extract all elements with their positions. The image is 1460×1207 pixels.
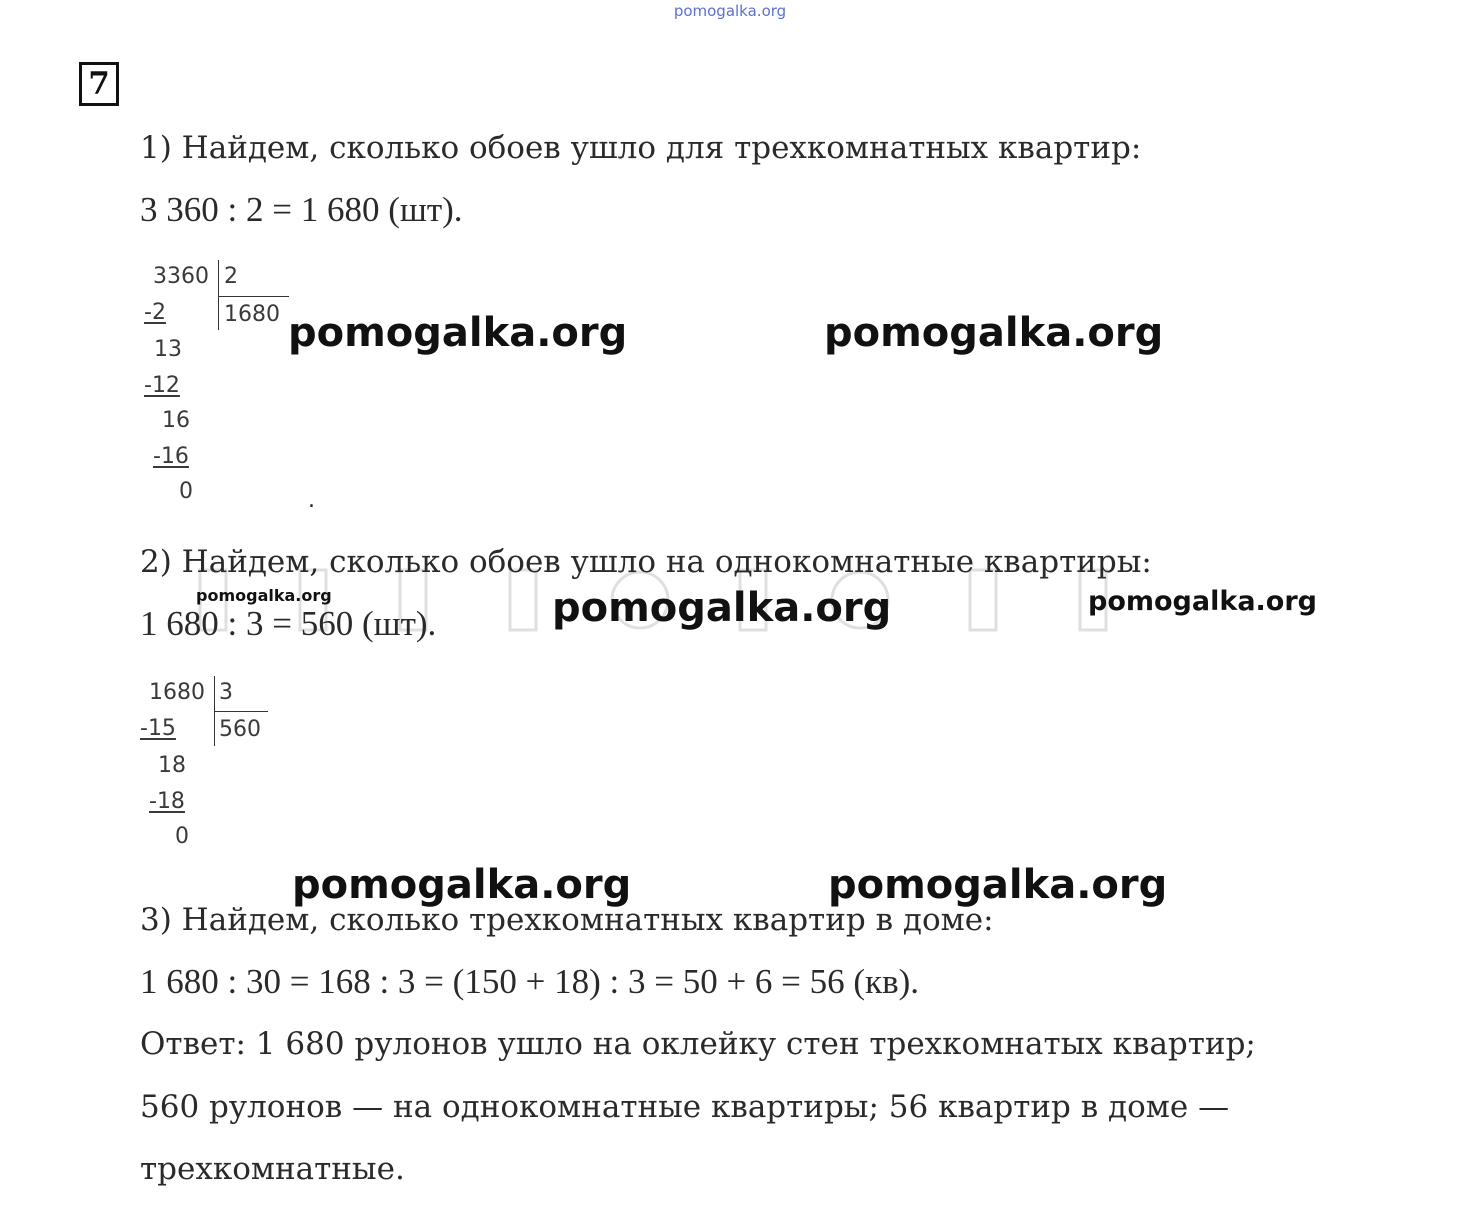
step-3-text: 3) Найдем, сколько трехкомнатных квартир в доме: <box>140 902 994 938</box>
division-2-row: 0 <box>175 824 189 849</box>
watermark: pomogalka.org <box>828 862 1168 908</box>
division-1-horizontal-line <box>218 296 289 297</box>
division-2-divisor: 3 <box>219 680 233 705</box>
division-2-row: -15 <box>140 716 176 741</box>
watermark: pomogalka.org <box>1088 586 1317 617</box>
division-1-row: -16 <box>153 444 189 469</box>
division-2-horizontal-line <box>214 711 268 712</box>
division-1-row: -2 <box>144 300 166 325</box>
watermark: pomogalka.org <box>824 310 1164 356</box>
step-2-text: 2) Найдем, сколько обоев ушло на однокомнатные квартиры: <box>140 544 1152 580</box>
answer-line-1: Ответ: 1 680 рулонов ушло на оклейку стен трехкомнатых квартир; <box>140 1026 1256 1062</box>
header-watermark: pomogalka.org <box>673 2 787 20</box>
step-2-formula: 1 680 : 3 = 560 (шт). <box>140 604 437 643</box>
watermark: pomogalka.org <box>292 862 632 908</box>
division-1-row: 0 <box>179 479 193 504</box>
watermark: pomogalka.org <box>552 585 892 631</box>
answer-line-2: 560 рулонов — на однокомнатные квартиры; 56 квартир в доме — <box>140 1089 1230 1125</box>
division-2-row: 18 <box>158 753 186 778</box>
division-1-dividend: 3360 <box>153 264 209 289</box>
step-1-text: 1) Найдем, сколько обоев ушло для трехкомнатных квартир: <box>140 130 1142 166</box>
step-3-formula: 1 680 : 30 = 168 : 3 = (150 + 18) : 3 = 50 + 6 = 56 (кв). <box>140 962 920 1001</box>
task-number: 7 <box>79 62 119 106</box>
watermark: pomogalka.org <box>196 586 332 605</box>
division-1-row: 16 <box>162 408 190 433</box>
division-1-row: -12 <box>144 373 180 398</box>
answer-line-3: трехкомнатные. <box>140 1151 405 1187</box>
division-1-row: 13 <box>154 337 182 362</box>
division-1-quotient: 1680 <box>224 302 280 327</box>
division-2-row: -18 <box>149 789 185 814</box>
division-2-dividend: 1680 <box>149 680 205 705</box>
stray-dot: . <box>308 488 315 513</box>
division-1-divisor: 2 <box>224 264 238 289</box>
watermark: pomogalka.org <box>288 310 628 356</box>
division-2-quotient: 560 <box>219 717 261 742</box>
division-1-vertical-line <box>218 260 219 330</box>
step-1-formula: 3 360 : 2 = 1 680 (шт). <box>140 190 463 229</box>
